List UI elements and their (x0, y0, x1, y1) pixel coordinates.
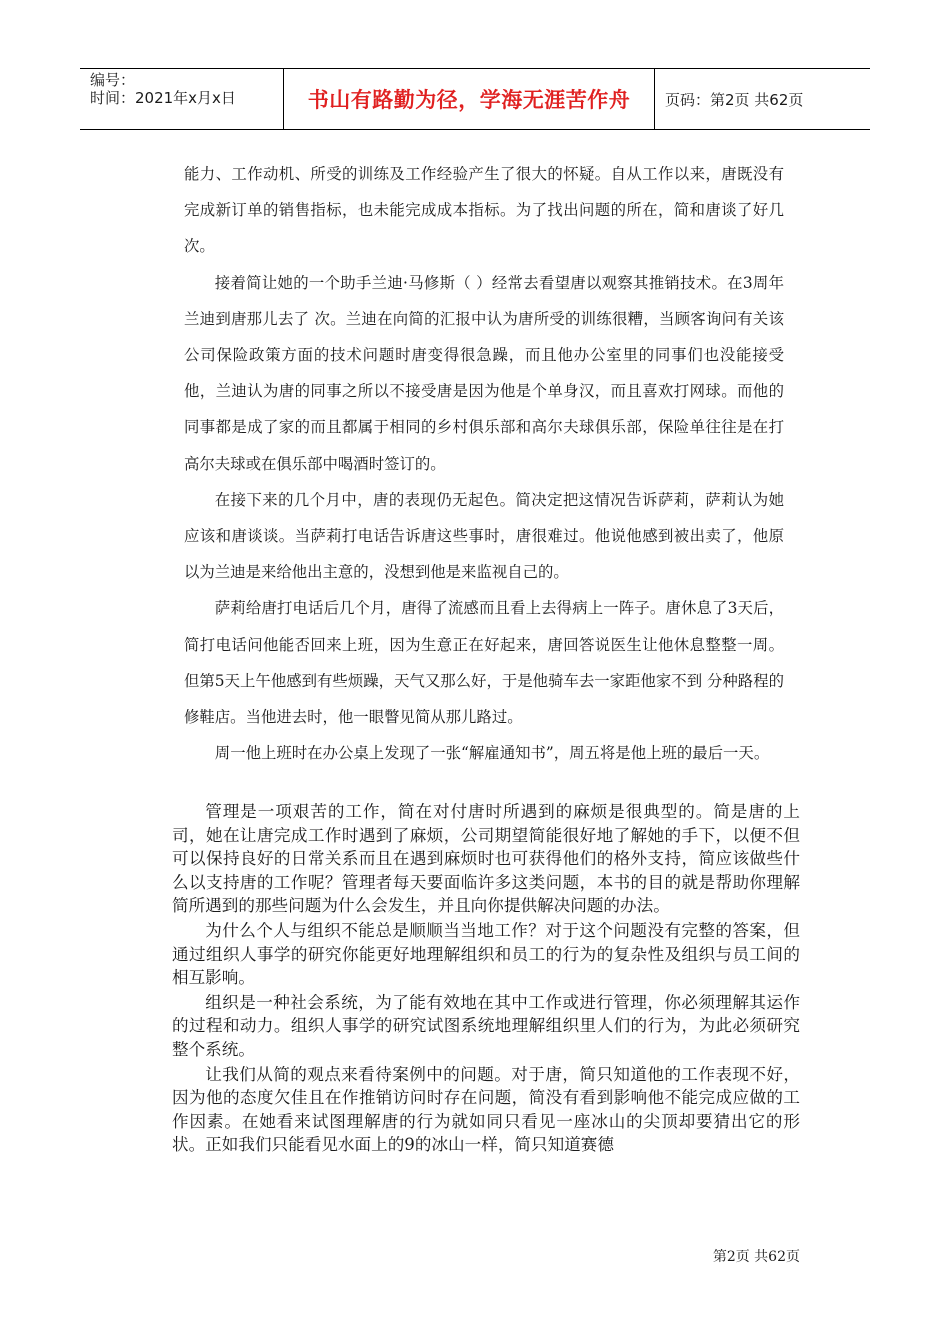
document-time-label: 时间：2021年x月x日 (90, 89, 236, 107)
document-number-label: 编号： (90, 71, 136, 89)
paragraph: 让我们从简的观点来看待案例中的问题。对于唐，简只知道他的工作表现不好，因为他的态度欠佳且在作推销访问时存在问题，简没有看到影响他不能完成应做的工作因素。在她看来试图理解唐的行为就如同只看见一座冰山的尖顶却要猜出它的形状。正如我们只能看见水面上的9的冰山一样，简只知道赛德 (172, 1064, 800, 1155)
case-study-text (184, 156, 784, 771)
paragraph: 在接下来的几个月中，唐的表现仍无起色。简决定把这情况告诉萨莉，萨莉认为她应该和唐谈谈。当萨莉打电话告诉唐这些事时，唐很难过。他说他感到被出卖了，他原以为兰迪是来给他出主意的，没想到他是来监视自己的。 (184, 490, 784, 582)
header-motto: 书山有路勤为径，学海无涯苦作舟 (284, 69, 655, 129)
header-meta (80, 69, 284, 129)
header-page-number: 页码：第2页 共62页 (665, 90, 804, 109)
paragraph: 能力、工作动机、所受的训练及工作经验产生了很大的怀疑。自从工作以来，唐既没有完成新订单的销售指标，也未能完成成本指标。为了找出问题的所在，简和唐谈了好几次。 (184, 165, 784, 256)
paragraph: 萨莉给唐打电话后几个月，唐得了流感而且看上去得病上一阵子。唐休息了3天后，简打电话问他能否回来上班，因为生意正在好起来，唐回答说医生让他休息整整一周。但第5天上午他感到有些烦躁，天气又那么好，于是他骑车去一家距他家不到 分种路程的修鞋店。当他进去时，他一眼瞥见简从那儿路过。 (184, 599, 784, 727)
page-header (80, 68, 870, 130)
main-text (172, 800, 800, 1158)
paragraph: 为什么个人与组织不能总是顺顺当当地工作？对于这个问题没有完整的答案，但通过组织人事学的研究你能更好地理解组织和员工的行为的复杂性及组织与员工间的相互影响。 (172, 920, 800, 988)
paragraph: 管理是一项艰苦的工作，简在对付唐时所遇到的麻烦是很典型的。简是唐的上司，她在让唐完成工作时遇到了麻烦，公司期望简能很好地了解她的手下，以便不但可以保持良好的日常关系而且在遇到麻烦时也可获得他们的格外支持，简应该做些什么以支持唐的工作呢？管理者每天要面临许多这类问题，本书的目的就是帮助你理解简所遇到的那些问题为什么会发生，并且向你提供解决问题的办法。 (172, 802, 800, 916)
footer-page-number: 第2页 共62页 (712, 1249, 800, 1265)
paragraph: 接着简让她的一个助手兰迪·马修斯（ ）经常去看望唐以观察其推销技术。在3周年兰迪到唐那儿去了 次。兰迪在向简的汇报中认为唐所受的训练很糟，当顾客询问有关该公司保险政策方面的技术问题时唐变得很急躁，而且他办公室里的同事们也没能接受他，兰迪认为唐的同事之所以不接受唐是因为他是个单身汉，而且喜欢打网球。而他的同事都是成了家的而且都属于相同的乡村俱乐部和高尔夫球俱乐部，保险单往往是在打高尔夫球或在俱乐部中喝酒时签订的。 (184, 273, 784, 473)
paragraph: 周一他上班时在办公桌上发现了一张“解雇通知书”，周五将是他上班的最后一天。 (214, 744, 770, 763)
paragraph: 组织是一种社会系统，为了能有效地在其中工作或进行管理，你必须理解其运作的过程和动力。组织人事学的研究试图系统地理解组织里人们的行为，为此必须研究整个系统。 (172, 992, 800, 1059)
